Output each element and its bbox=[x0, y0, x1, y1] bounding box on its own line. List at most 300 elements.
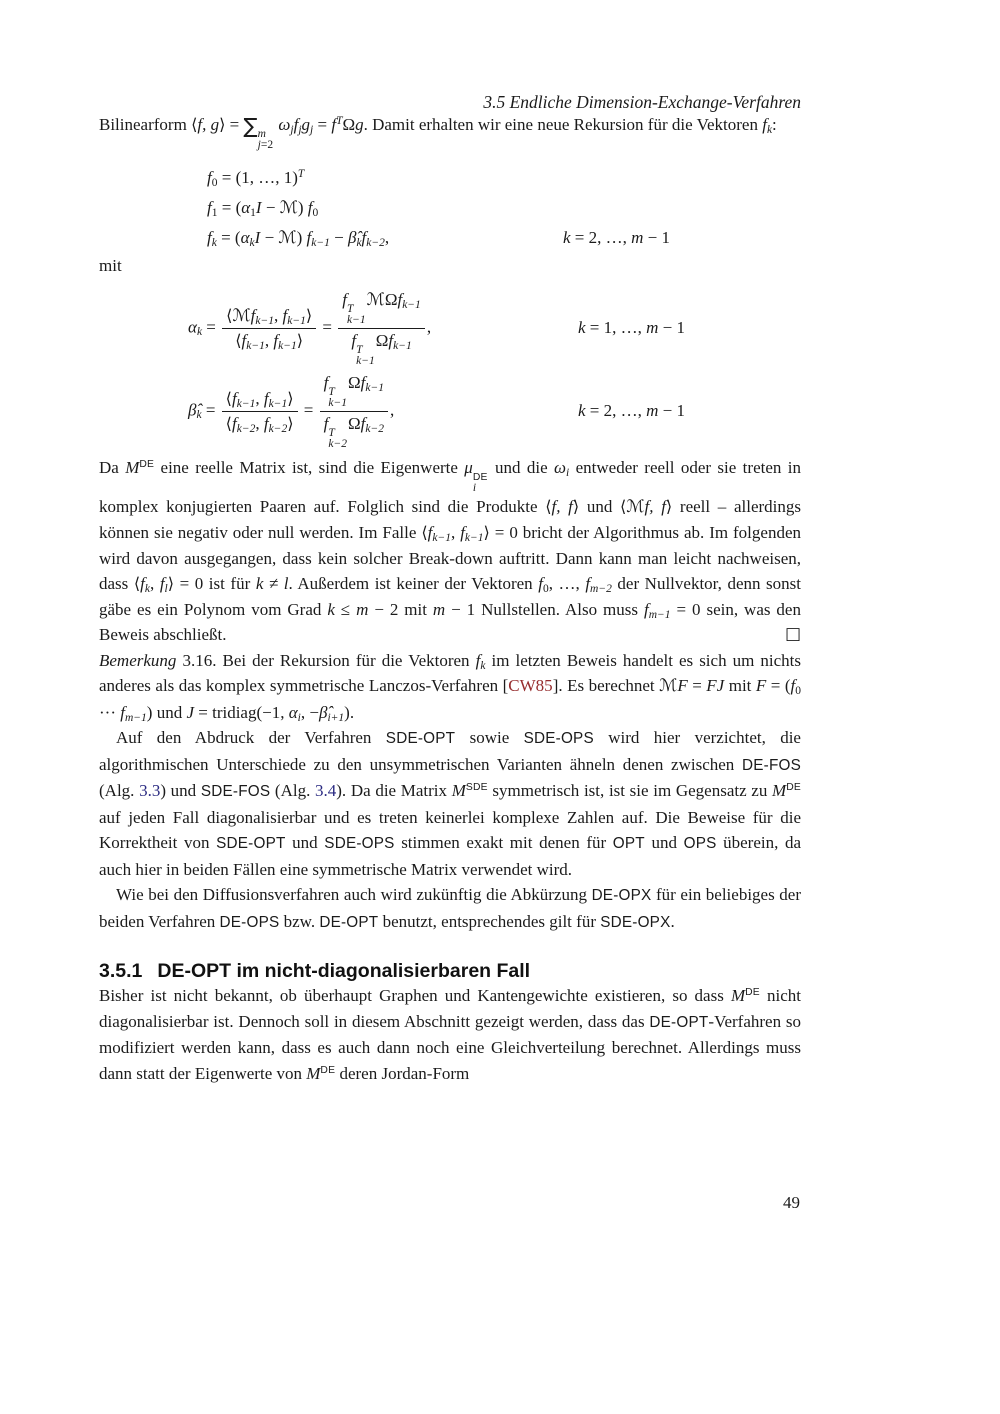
text-run: ⟩ bbox=[305, 305, 313, 325]
text-run: g bbox=[355, 115, 364, 134]
text-run: f bbox=[762, 115, 767, 134]
superscript bbox=[336, 115, 342, 127]
text-run: 0 bbox=[542, 583, 549, 595]
text-run: k−2 bbox=[366, 237, 385, 249]
text-run: f bbox=[306, 228, 312, 247]
text-run: = bbox=[202, 316, 221, 336]
text-run: k bbox=[249, 237, 255, 249]
text-run: β̂ bbox=[347, 228, 357, 247]
text-run: = bbox=[687, 676, 707, 695]
stacked-scripts bbox=[328, 387, 347, 409]
text-run: SDE bbox=[465, 782, 488, 793]
text-run: ⟩ bbox=[167, 574, 175, 593]
text-run: SDE-OPT bbox=[385, 730, 456, 747]
text-run: m−2 bbox=[590, 583, 612, 595]
text-run: f, g bbox=[197, 115, 220, 134]
subscript bbox=[432, 532, 451, 544]
text-run: =2 bbox=[260, 139, 274, 151]
text-run: f bbox=[643, 599, 649, 619]
text-run: f bbox=[293, 115, 299, 134]
text-run: j bbox=[257, 139, 261, 151]
subscript bbox=[365, 423, 384, 435]
subscript bbox=[480, 660, 485, 672]
text-run: I bbox=[254, 228, 261, 247]
text-run: (Alg. bbox=[270, 781, 315, 800]
text-run: -Verfahren so modifiziert werden kann, dass es auch dann noch eine Gleichverteilung berechnet. Allerdings muss dann statt der Eigenwerte von bbox=[99, 1011, 801, 1083]
section-heading bbox=[99, 959, 801, 983]
text-run: f bbox=[342, 289, 347, 309]
equation-line bbox=[207, 193, 801, 223]
subscript bbox=[250, 207, 256, 219]
text-run: SDE-OPX bbox=[600, 913, 671, 931]
subscript bbox=[543, 583, 549, 595]
text-run: entweder reell oder sie treten in komplex konjugierten Paaren auf. Folglich sind die Produkte bbox=[99, 457, 801, 516]
text-run: = bbox=[201, 399, 220, 419]
text-run: Wie bei den Diffusionsverfahren auch wird zukünftig die Abkürzung bbox=[116, 885, 592, 904]
text-run: k bbox=[578, 401, 586, 420]
text-run: T bbox=[336, 115, 343, 127]
text-run: − 1 bbox=[658, 318, 686, 337]
citation-link[interactable]: CW85 bbox=[508, 676, 553, 695]
text-run: DE bbox=[139, 458, 155, 470]
text-run: k−1 bbox=[402, 298, 421, 311]
text-run: DE-OPX bbox=[591, 887, 652, 904]
text-run: f bbox=[388, 330, 394, 350]
text-run: ). bbox=[344, 702, 355, 722]
text-run: (Alg. bbox=[99, 781, 140, 800]
text-run: k−1 bbox=[255, 314, 274, 327]
paragraph-bilinearform bbox=[99, 112, 801, 151]
text-run: M bbox=[451, 781, 466, 800]
text-run: g bbox=[301, 115, 311, 134]
text-run: f bbox=[323, 413, 329, 433]
text-run: , bbox=[255, 388, 264, 408]
stacked-scripts bbox=[356, 345, 375, 367]
text-run: , bbox=[384, 228, 390, 247]
text-run: bzw. bbox=[279, 911, 320, 931]
text-run: j bbox=[290, 124, 294, 136]
text-run: , − bbox=[300, 702, 319, 722]
text-run: M bbox=[772, 781, 787, 800]
text-run: , bbox=[150, 574, 160, 593]
text-run: m−1 bbox=[124, 711, 147, 724]
subscript bbox=[237, 398, 256, 410]
text-run: k bbox=[196, 325, 203, 338]
equation-alpha-k bbox=[188, 289, 431, 368]
text-run: f bbox=[207, 168, 212, 187]
text-run: ∑ bbox=[243, 114, 258, 138]
text-run: f bbox=[120, 702, 125, 722]
equation-condition bbox=[578, 318, 685, 338]
text-run: − bbox=[329, 228, 348, 247]
fraction bbox=[320, 372, 388, 451]
text-run: , bbox=[426, 316, 432, 336]
text-run: SDE-OPT bbox=[216, 835, 286, 852]
text-run: DE-OPS bbox=[219, 913, 280, 931]
text-run: = (1, …, 1) bbox=[217, 168, 298, 187]
text-run: f bbox=[360, 372, 366, 392]
text-run: − 1 Nullstellen. Also muss bbox=[445, 599, 644, 619]
text-run: Ω bbox=[375, 330, 389, 350]
text-run: 0 bbox=[312, 207, 319, 219]
stacked-scripts bbox=[347, 304, 366, 326]
stacked-scripts bbox=[473, 472, 488, 494]
text-run: DE bbox=[745, 987, 760, 998]
section-number: 3.5.1 bbox=[99, 960, 143, 982]
subscript bbox=[255, 315, 274, 327]
text-run: eine reelle Matrix ist, sind die Eigenwerte bbox=[154, 457, 465, 477]
subscript bbox=[795, 685, 801, 697]
text-run: α bbox=[241, 198, 251, 217]
equation-f0 bbox=[207, 168, 304, 187]
subscript bbox=[269, 398, 288, 410]
paragraph-bisher bbox=[99, 983, 801, 1086]
text-run: DE-FOS bbox=[742, 756, 801, 774]
text-run: DE-OPT bbox=[649, 1013, 709, 1031]
subscript bbox=[566, 467, 569, 479]
text-run: m bbox=[646, 318, 659, 337]
text-run: ⟩ bbox=[483, 523, 490, 542]
text-run: ≤ bbox=[334, 599, 357, 619]
cross-reference-link[interactable]: 3.3 bbox=[139, 781, 161, 800]
text-run: k bbox=[563, 228, 571, 247]
text-run: ⟩ bbox=[219, 115, 226, 134]
text-run: f bbox=[282, 305, 288, 325]
subscript bbox=[402, 299, 421, 311]
text-run: SDE-OPS bbox=[324, 835, 395, 852]
text-run: SDE-FOS bbox=[200, 783, 271, 800]
superscript bbox=[320, 1064, 335, 1076]
text-run: mit bbox=[724, 676, 756, 695]
text-run: f bbox=[307, 198, 313, 217]
text-run: ⟨ bbox=[225, 388, 232, 408]
text-run: − 2 mit bbox=[368, 599, 433, 619]
text-run: stimmen exakt mit denen für bbox=[394, 833, 613, 852]
text-run: Ω bbox=[347, 372, 361, 392]
text-run: ). Da die Matrix bbox=[336, 781, 452, 800]
text-run: = ( bbox=[766, 676, 791, 695]
text-run: k−1 bbox=[236, 397, 256, 410]
subscript bbox=[246, 340, 265, 352]
text-run: k−1 bbox=[464, 532, 484, 544]
text-run: , bbox=[389, 399, 395, 419]
subscript bbox=[278, 340, 297, 352]
text-run: m bbox=[631, 228, 644, 247]
text-run: α bbox=[240, 228, 250, 247]
text-run: f bbox=[250, 305, 256, 325]
text-run: 3.16. Bei der Rekursion für die Vektoren bbox=[176, 650, 476, 670]
text-run: DE bbox=[320, 1064, 336, 1076]
text-run: , …, bbox=[548, 574, 586, 593]
text-run: f bbox=[538, 574, 543, 593]
text-run: und die bbox=[488, 457, 555, 477]
subscript bbox=[298, 712, 301, 724]
text-run: DE bbox=[786, 782, 801, 793]
equation-f1 bbox=[207, 198, 318, 217]
text-run: ) und bbox=[146, 702, 187, 722]
subscript bbox=[212, 207, 218, 219]
subscript bbox=[313, 207, 319, 219]
text-run: Ω bbox=[347, 413, 361, 433]
text-run: ··· bbox=[99, 702, 121, 722]
text-run: . Außerdem ist keiner der Vektoren bbox=[288, 574, 539, 593]
text-run: f bbox=[331, 115, 337, 134]
text-run: k−1 bbox=[287, 314, 306, 327]
subscript bbox=[290, 124, 293, 136]
subscript bbox=[125, 712, 147, 724]
text-run: ⟨ bbox=[545, 496, 552, 516]
cross-reference-link[interactable]: 3.4 bbox=[315, 781, 337, 800]
text-run: k−1 bbox=[278, 339, 297, 352]
text-run: k bbox=[480, 659, 486, 672]
text-run: f bbox=[231, 413, 237, 433]
subscript bbox=[212, 177, 218, 189]
subscript bbox=[250, 237, 255, 249]
text-run: k−1 bbox=[311, 237, 330, 249]
text-run: μ bbox=[464, 457, 473, 477]
text-run: T bbox=[297, 168, 305, 180]
subscript bbox=[649, 609, 671, 621]
text-run: DE bbox=[472, 471, 488, 483]
text-run: j bbox=[298, 124, 302, 136]
text-run: k−1 bbox=[393, 339, 412, 352]
subscript bbox=[197, 326, 202, 338]
text-run: = bbox=[313, 115, 332, 134]
text-run: auf jeden Fall diagonalisierbar und es treten keinerlei komplexe Zahlen auf. Die Beweise für die Korrektheit von bbox=[99, 807, 801, 852]
text-run: DE-OPT bbox=[319, 913, 379, 931]
text-run: f bbox=[159, 574, 165, 593]
text-run: k−2 bbox=[365, 422, 384, 435]
text-run: ⟨ bbox=[421, 523, 428, 542]
text-run: , bbox=[450, 523, 461, 542]
text-run: M bbox=[730, 986, 746, 1005]
text-column bbox=[99, 0, 801, 1086]
text-run: , bbox=[274, 305, 283, 325]
text-run: f bbox=[140, 574, 145, 593]
subscript bbox=[196, 409, 201, 421]
text-run: m−1 bbox=[648, 608, 671, 621]
superscript bbox=[298, 168, 304, 180]
subscript bbox=[393, 340, 412, 352]
text-run: ⟩ bbox=[665, 496, 673, 516]
page-number: 49 bbox=[783, 1193, 800, 1212]
text-run: F bbox=[677, 676, 688, 695]
text-run: ℳ bbox=[659, 676, 678, 696]
text-run: = 0 sein, was den Beweis abschließt. bbox=[99, 599, 801, 644]
equation-condition bbox=[578, 401, 685, 421]
text-run: OPS bbox=[683, 835, 717, 852]
text-run: und bbox=[579, 496, 621, 516]
subscript bbox=[365, 382, 384, 394]
text-run: l bbox=[164, 583, 168, 595]
text-run: f bbox=[241, 330, 247, 350]
text-run: im letzten Beweis handelt es sich um nichts anderes als das komplex symmetrische Lanczos-Verfahren [ bbox=[99, 650, 801, 695]
equation-line bbox=[207, 223, 801, 253]
text-run: Bisher ist nicht bekannt, ob überhaupt Graphen und Kantengewichte existieren, so dass bbox=[99, 986, 731, 1005]
subscript bbox=[145, 583, 150, 595]
text-run: . bbox=[670, 911, 675, 931]
text-run: f bbox=[351, 330, 357, 350]
text-run: wird hier verzichtet, die algorithmischen Unterschiede zu den unsymmetrischen Varianten ähneln denen zwischen bbox=[99, 728, 801, 774]
paragraph-bemerkung bbox=[99, 648, 801, 726]
equation-line bbox=[188, 289, 801, 368]
text-run: f bbox=[231, 388, 237, 408]
superscript bbox=[745, 986, 760, 998]
text-run: reell – allerdings können sie negativ oder null werden. Im Falle bbox=[99, 496, 801, 542]
text-run: − 1 bbox=[643, 228, 671, 247]
text-run: ]. Es berechnet bbox=[552, 676, 660, 695]
text-run: J bbox=[186, 702, 195, 722]
superscript bbox=[139, 458, 154, 470]
paragraph-de-opx bbox=[99, 882, 801, 935]
text-run: k−1 bbox=[365, 381, 384, 394]
text-run: ⟨ bbox=[226, 305, 233, 325]
text-run: m bbox=[356, 599, 369, 619]
superscript bbox=[786, 781, 801, 793]
subscript bbox=[212, 237, 217, 249]
text-run: f bbox=[585, 574, 591, 593]
text-run: k−1 bbox=[432, 532, 451, 544]
text-run: FJ bbox=[706, 676, 725, 695]
text-run: f bbox=[460, 523, 465, 542]
text-run: = bbox=[299, 399, 318, 419]
text-run: k bbox=[578, 318, 586, 337]
text-run: und bbox=[285, 833, 325, 852]
text-run: ℳ bbox=[626, 496, 645, 517]
text-run: ) und bbox=[160, 781, 201, 800]
text-run: ⟨ bbox=[225, 413, 232, 433]
text-run: f bbox=[397, 289, 403, 309]
text-run: k bbox=[766, 124, 773, 136]
text-run: ℳ bbox=[366, 289, 385, 310]
text-run: f bbox=[475, 650, 481, 670]
text-run: SDE-OPS bbox=[523, 730, 594, 747]
stacked-scripts bbox=[258, 129, 273, 151]
subscript bbox=[237, 423, 256, 435]
text-run: k−2 bbox=[236, 422, 256, 435]
text-run: T bbox=[328, 426, 335, 439]
text-run: , bbox=[255, 413, 264, 433]
text-run: = 1, …, bbox=[585, 318, 647, 337]
text-run: 0 bbox=[795, 685, 801, 697]
text-run: = 2, …, bbox=[570, 228, 632, 247]
equation-beta-k bbox=[188, 372, 394, 451]
subscript bbox=[165, 583, 168, 595]
text-run: k−2 bbox=[268, 422, 288, 435]
text-run: i+1 bbox=[327, 711, 345, 724]
text-run: 0 bbox=[211, 177, 218, 189]
text-run: f bbox=[207, 198, 212, 217]
text-run: Da bbox=[99, 457, 126, 477]
subscript bbox=[269, 423, 288, 435]
paragraph-sde-opt bbox=[99, 725, 801, 882]
text-run: f bbox=[427, 523, 433, 542]
text-run: β̂ bbox=[188, 399, 197, 419]
text-run: α bbox=[188, 316, 197, 336]
subscript bbox=[590, 583, 612, 595]
text-run: k bbox=[327, 599, 335, 619]
text-run: f bbox=[273, 330, 279, 350]
text-run: nicht diagonalisierbar ist. Dennoch soll in diesem Abschnitt gezeigt werden, dass das bbox=[99, 986, 801, 1031]
text-run: = tridiag(−1, bbox=[194, 702, 289, 722]
mit-connector: mit bbox=[99, 256, 122, 275]
text-run: überein, da auch hier in beiden Fällen eine symmetrische Matrix verwendet wird. bbox=[99, 833, 802, 879]
text-run: f bbox=[263, 388, 269, 408]
text-run: α bbox=[288, 702, 298, 722]
text-run: 1 bbox=[211, 207, 218, 219]
subscript bbox=[287, 315, 306, 327]
text-run: k−1 bbox=[347, 313, 366, 326]
subscript bbox=[311, 237, 330, 249]
text-run: ℳ bbox=[278, 228, 297, 248]
stacked-scripts bbox=[328, 428, 347, 450]
text-run: ⟨ bbox=[235, 330, 242, 350]
text-run: = ( bbox=[217, 198, 242, 217]
running-header: 3.5 Endliche Dimension-Exchange-Verfahren bbox=[483, 92, 801, 112]
text-run: = 0 bricht der Algorithmus ab. Im folgenden wird davon ausgegangen, dass kein solcher Break-down auftritt. Dann kann man leicht nachweisen, dass bbox=[99, 523, 801, 593]
text-run: symmetrisch ist, ist sie im Gegensatz zu bbox=[487, 781, 773, 800]
equation-fk bbox=[207, 228, 389, 247]
text-run: Auf den Abdruck der Verfahren bbox=[116, 728, 386, 747]
text-run: T bbox=[347, 302, 354, 315]
text-run: ℳ bbox=[232, 305, 251, 326]
text-run: = bbox=[225, 115, 244, 134]
text-run: f, f bbox=[551, 496, 573, 516]
text-run: m bbox=[646, 401, 659, 420]
text-run: k bbox=[196, 408, 202, 421]
equation-coefficients-block bbox=[99, 289, 801, 451]
text-run: − bbox=[261, 198, 280, 217]
subscript bbox=[298, 124, 301, 136]
text-run: i bbox=[472, 481, 477, 494]
text-run: − 1 bbox=[658, 401, 686, 420]
text-run: M bbox=[125, 457, 140, 477]
text-run: k−1 bbox=[268, 397, 288, 410]
fraction bbox=[222, 388, 298, 435]
text-run: f, f bbox=[644, 496, 666, 516]
text-run: ⟨ bbox=[620, 496, 627, 516]
text-run: m bbox=[432, 599, 446, 619]
text-run: . Damit erhalten wir eine neue Rekursion für die Vektoren bbox=[363, 115, 763, 134]
text-run: k−2 bbox=[328, 437, 347, 450]
text-run: i bbox=[297, 711, 301, 724]
text-run: und bbox=[644, 833, 684, 852]
text-run: : bbox=[772, 115, 777, 134]
text-run: f bbox=[790, 676, 796, 695]
text-run: ω bbox=[554, 457, 567, 477]
text-run: f bbox=[207, 228, 212, 247]
text-run: ) bbox=[296, 228, 307, 247]
text-run: ω bbox=[278, 115, 291, 134]
text-run: T bbox=[356, 343, 363, 356]
text-run: ⟩ bbox=[287, 413, 294, 433]
subscript bbox=[327, 712, 344, 724]
fraction bbox=[338, 289, 425, 368]
subscript bbox=[366, 237, 385, 249]
text-run: ⟩ bbox=[296, 330, 304, 350]
text-run: 1 bbox=[250, 207, 256, 219]
text-run: f bbox=[361, 228, 367, 247]
text-run: Ω bbox=[384, 289, 398, 309]
text-run: OPT bbox=[612, 835, 645, 852]
subscript bbox=[465, 532, 484, 544]
text-run: ) bbox=[297, 198, 308, 217]
text-run: ⟩ bbox=[572, 496, 580, 516]
text-run: = 2, …, bbox=[585, 401, 647, 420]
text-run: ℳ bbox=[279, 198, 298, 218]
text-run: sowie bbox=[455, 728, 524, 747]
text-run: T bbox=[328, 385, 335, 398]
